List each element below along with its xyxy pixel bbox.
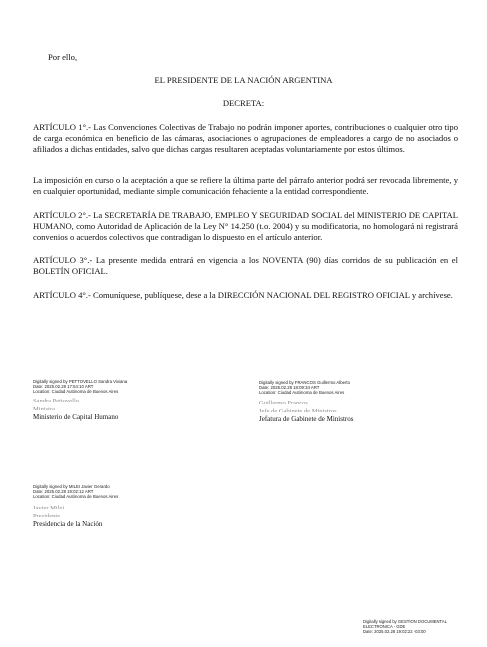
signer-title: Presidente xyxy=(33,513,61,517)
gde-signer: Digitally signed by GESTION DOCUMENTAL xyxy=(363,619,447,624)
signature-date: Date: 2025.02.28 18:09:34 ART xyxy=(259,384,320,390)
signer-name: Guillermo Francos xyxy=(259,400,308,404)
decreta-heading: DECRETA: xyxy=(222,98,265,108)
signer-office: Ministerio de Capital Humano xyxy=(33,413,119,421)
signer-title: Ministra xyxy=(33,406,56,410)
signature-location: Location: Ciudad Autónoma de Buenos Aires xyxy=(33,388,119,394)
gde-signer-continued: ELECTRONICA - GDE xyxy=(363,623,406,629)
signer-name: Javier Milei xyxy=(33,505,65,509)
president-heading: EL PRESIDENTE DE LA NACIÓN ARGENTINA xyxy=(154,75,333,85)
article-1: ARTÍCULO 1°.- Las Convenciones Colectivas de Trabajo no podrán imponer aportes, contribuciones o cualquier otro tipo de carga económica en beneficio de las cámaras, asociaciones o agrupaciones de empleadores a cargo de no asociados o afiliados a dichas entidades, salvo que dichas cargas resultaren aceptadas voluntariamente por estos últimos. xyxy=(33,122,458,155)
digital-signature-stamp xyxy=(259,381,350,395)
signer-title: Jefe de Gabinete de Ministros xyxy=(259,408,337,412)
signer-office: Presidencia de la Nación xyxy=(33,520,103,528)
signature-signer: Digitally signed by MILEI Javier Gerardo xyxy=(33,484,110,489)
signature-location: Location: Ciudad Autónoma de Buenos Aires xyxy=(259,389,345,395)
article-2: ARTÍCULO 2°.- La SECRETARÍA DE TRABAJO, EMPLEO Y SEGURIDAD SOCIAL del MINISTERIO DE CAPITAL HUMANO, como Autoridad de Aplicación de la Ley N° 14.250 (t.o. 2004) y su modificatoria, no homologará ni registrará convenios o acuerdos colectivos que contradigan lo dispuesto en el artículo anterior. xyxy=(33,210,458,243)
signature-signer: Digitally signed by FRANCOS Guillermo Alberto xyxy=(259,380,350,385)
signature-date: Date: 2025.02.28 17:54:10 ART xyxy=(33,383,94,389)
signature-date: Date: 2025.02.28 19:02:12 ART xyxy=(33,488,94,494)
gde-date: Date: 2025.02.28 19:02:22 -03:00 xyxy=(363,628,426,634)
article-4: ARTÍCULO 4°.- Comuníquese, publíquese, dese a la DIRECCIÓN NACIONAL DEL REGISTRO OFICIAL y archívese. xyxy=(33,290,453,300)
digital-signature-stamp xyxy=(33,380,127,394)
intro-text: Por ello, xyxy=(48,52,78,62)
gde-signature-stamp xyxy=(363,620,447,634)
signer-name: Sandra Pettovello xyxy=(33,398,80,402)
signature-location: Location: Ciudad Autónoma de Buenos Aires xyxy=(33,493,119,499)
digital-signature-stamp xyxy=(33,485,118,499)
article-1-paragraph-2: La imposición en curso o la aceptación a que se refiere la última parte del párrafo anterior podrá ser revocada libremente, y en cualquier oportunidad, mediante simple comunicación fehaciente a la entidad correspondiente. xyxy=(33,175,458,197)
article-3: ARTÍCULO 3°.- La presente medida entrará en vigencia a los NOVENTA (90) días corridos de su publicación en el BOLETÍN OFICIAL. xyxy=(33,255,458,277)
signer-office: Jefatura de Gabinete de Ministros xyxy=(259,415,354,423)
signature-signer: Digitally signed by PETTOVELLO Sandra Viviana xyxy=(33,379,128,384)
